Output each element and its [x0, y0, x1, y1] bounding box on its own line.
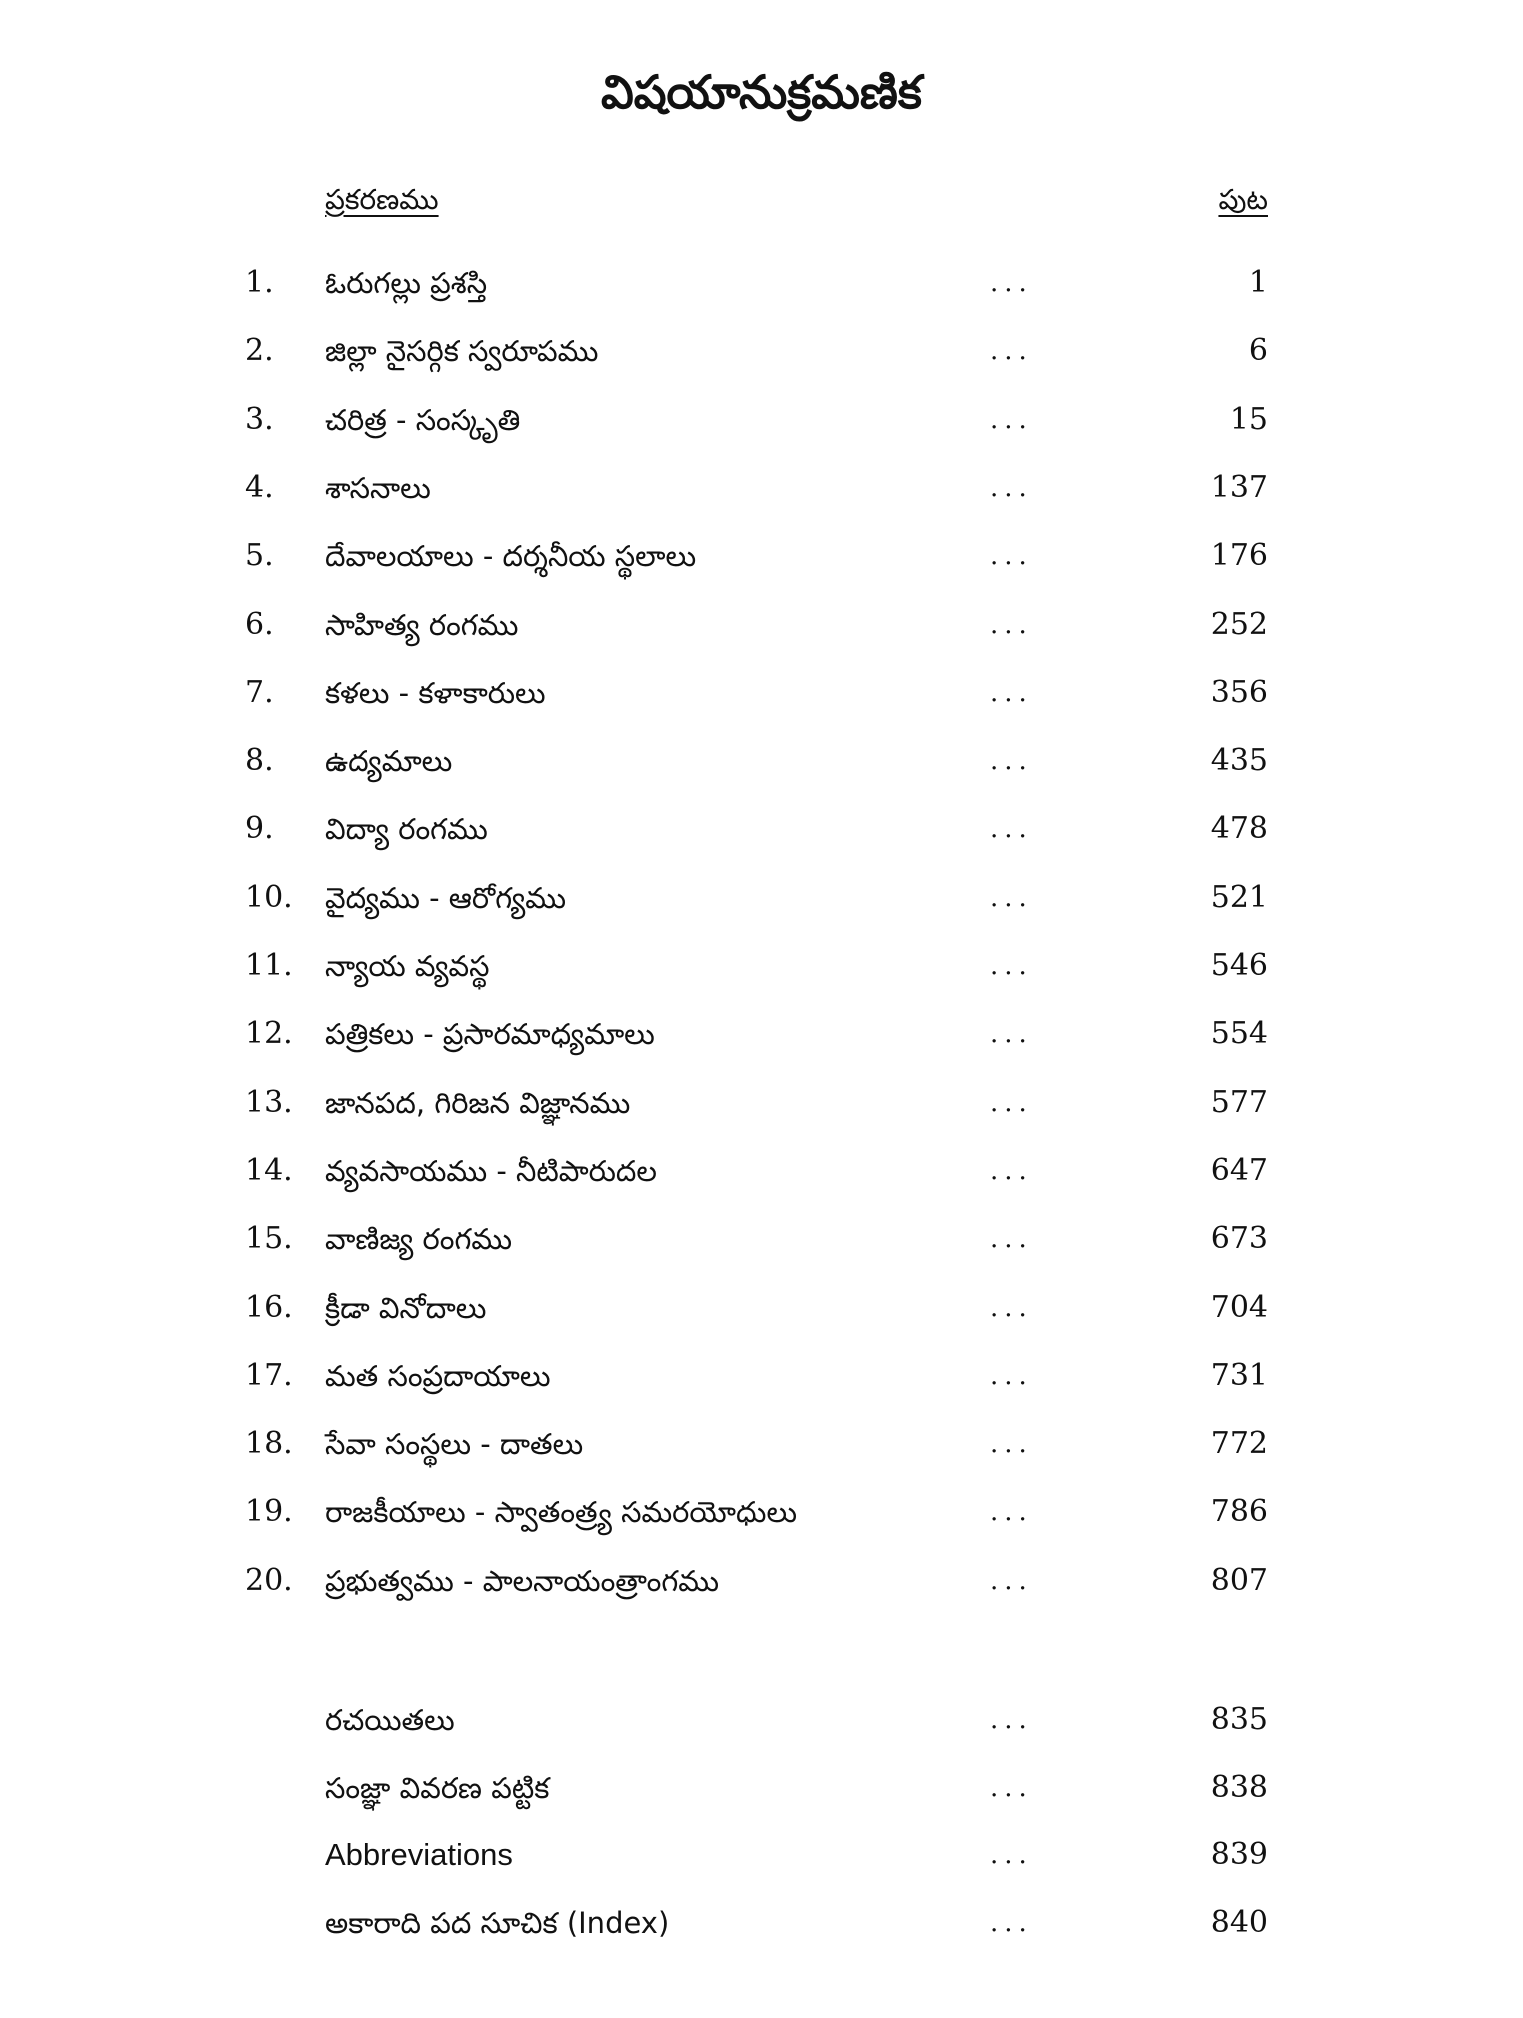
chapter-title: వాణిజ్య రంగము [325, 1222, 513, 1256]
leader-dots: ... [990, 1566, 1033, 1596]
chapter-number: 4. [245, 470, 274, 505]
chapter-row [0, 1419, 1523, 1469]
chapter-title: జిల్లా నైసర్గిక స్వరూపము [325, 334, 599, 368]
leader-dots: ... [990, 405, 1033, 435]
page-number: 521 [1210, 880, 1268, 915]
leader-dots: ... [990, 951, 1033, 981]
chapter-number: 14. [245, 1153, 293, 1188]
leader-dots: ... [990, 473, 1033, 503]
page-number: 1 [1248, 265, 1268, 300]
chapter-row [0, 600, 1523, 650]
leader-dots: ... [990, 1908, 1033, 1938]
chapter-number: 7. [245, 675, 274, 710]
leader-dots: ... [990, 814, 1033, 844]
chapter-row [0, 1078, 1523, 1128]
leader-dots: ... [990, 1088, 1033, 1118]
page-number: 838 [1210, 1770, 1268, 1805]
chapter-title: చరిత్ర - సంస్కృతి [325, 403, 521, 437]
chapter-title: దేవాలయాలు - దర్శనీయ స్థలాలు [325, 539, 697, 573]
chapter-number: 1. [245, 265, 274, 300]
page-number: 252 [1210, 607, 1268, 642]
leader-dots: ... [990, 268, 1033, 298]
chapter-number: 10. [245, 880, 293, 915]
page-title: విషయానుక్రమణిక [601, 65, 922, 119]
chapter-row [0, 1214, 1523, 1264]
chapter-row [0, 1487, 1523, 1537]
chapter-number: 8. [245, 743, 274, 778]
page-number: 137 [1210, 470, 1268, 505]
leader-dots: ... [990, 1773, 1033, 1803]
chapter-row [0, 1146, 1523, 1196]
appendix-row [0, 1898, 1523, 1948]
chapter-row [0, 1351, 1523, 1401]
chapter-title: వైద్యము - ఆరోగ్యము [325, 881, 566, 915]
chapter-title: ఓరుగల్లు ప్రశస్తి [325, 266, 488, 300]
leader-dots: ... [990, 883, 1033, 913]
chapter-number: 6. [245, 607, 274, 642]
leader-dots: ... [990, 1497, 1033, 1527]
chapter-row [0, 873, 1523, 923]
chapter-number: 11. [245, 948, 293, 983]
chapter-number: 13. [245, 1085, 293, 1120]
chapter-title: విద్యా రంగము [325, 812, 488, 846]
chapter-row [0, 1283, 1523, 1333]
page-number: 546 [1210, 948, 1268, 983]
page-number: 807 [1210, 1563, 1268, 1598]
page-number: 6 [1248, 333, 1268, 368]
chapter-title: కళలు - కళాకారులు [325, 676, 546, 710]
page-number: 839 [1210, 1837, 1268, 1872]
chapter-title: జానపద, గిరిజన విజ్ఞానము [325, 1086, 631, 1120]
leader-dots: ... [990, 1293, 1033, 1323]
appendix-title: సంజ్ఞా వివరణ పట్టిక [325, 1771, 550, 1805]
leader-dots: ... [990, 1705, 1033, 1735]
chapter-number: 2. [245, 333, 274, 368]
page-number: 673 [1210, 1221, 1268, 1256]
chapter-row [0, 258, 1523, 308]
leader-dots: ... [990, 336, 1033, 366]
chapter-row [0, 804, 1523, 854]
page-number: 577 [1210, 1085, 1268, 1120]
leader-dots: ... [990, 1224, 1033, 1254]
chapter-title: సాహిత్య రంగము [325, 608, 519, 642]
chapter-number: 17. [245, 1358, 293, 1393]
appendix-row [0, 1695, 1523, 1745]
chapter-number: 19. [245, 1494, 293, 1529]
appendix-row [0, 1830, 1523, 1880]
chapter-title: మత సంప్రదాయాలు [325, 1359, 551, 1393]
chapter-row [0, 1009, 1523, 1059]
leader-dots: ... [990, 1156, 1033, 1186]
chapter-row [0, 668, 1523, 718]
chapter-row [0, 463, 1523, 513]
column-header-chapter: ప్రకరణము [325, 183, 439, 216]
leader-dots: ... [990, 1429, 1033, 1459]
page-number: 15 [1229, 402, 1268, 437]
leader-dots: ... [990, 1840, 1033, 1870]
column-header-page: పుట [1218, 183, 1268, 216]
chapter-number: 20. [245, 1563, 293, 1598]
chapter-title: న్యాయ వ్యవస్థ [325, 949, 490, 983]
chapter-title: పత్రికలు - ప్రసారమాధ్యమాలు [325, 1017, 655, 1051]
chapter-row [0, 1556, 1523, 1606]
appendix-row [0, 1763, 1523, 1813]
chapter-title: సేవా సంస్థలు - దాతలు [325, 1427, 584, 1461]
leader-dots: ... [990, 678, 1033, 708]
page-number: 835 [1210, 1702, 1268, 1737]
chapter-number: 16. [245, 1290, 293, 1325]
chapter-title: శాసనాలు [325, 471, 431, 505]
page-number: 772 [1210, 1426, 1268, 1461]
leader-dots: ... [990, 1019, 1033, 1049]
appendix-title: Abbreviations [325, 1837, 513, 1872]
page-number: 554 [1210, 1016, 1268, 1051]
page-number: 176 [1210, 538, 1268, 573]
chapter-number: 9. [245, 811, 274, 846]
chapter-title: ప్రభుత్వము - పాలనాయంత్రాంగము [325, 1564, 720, 1598]
chapter-number: 15. [245, 1221, 293, 1256]
chapter-number: 18. [245, 1426, 293, 1461]
chapter-number: 12. [245, 1016, 293, 1051]
leader-dots: ... [990, 610, 1033, 640]
chapter-row [0, 326, 1523, 376]
appendix-title: రచయితలు [325, 1703, 455, 1737]
leader-dots: ... [990, 541, 1033, 571]
chapter-row [0, 736, 1523, 786]
chapter-title: రాజకీయాలు - స్వాతంత్ర్య సమరయోధులు [325, 1495, 798, 1529]
page-number: 731 [1210, 1358, 1268, 1393]
page-number: 647 [1210, 1153, 1268, 1188]
chapter-title: ఉద్యమాలు [325, 744, 453, 778]
page-number: 435 [1210, 743, 1268, 778]
page-number: 478 [1210, 811, 1268, 846]
leader-dots: ... [990, 746, 1033, 776]
chapter-number: 3. [245, 402, 274, 437]
leader-dots: ... [990, 1361, 1033, 1391]
chapter-title: వ్యవసాయము - నీటిపారుదల [325, 1154, 657, 1188]
page-number: 704 [1210, 1290, 1268, 1325]
chapter-row [0, 395, 1523, 445]
appendix-title: అకారాది పద సూచిక (Index) [325, 1906, 670, 1940]
page-number: 786 [1210, 1494, 1268, 1529]
page-number: 356 [1210, 675, 1268, 710]
chapter-row [0, 531, 1523, 581]
chapter-number: 5. [245, 538, 274, 573]
chapter-row [0, 941, 1523, 991]
page-number: 840 [1210, 1905, 1268, 1940]
chapter-title: క్రీడా వినోదాలు [325, 1291, 487, 1325]
